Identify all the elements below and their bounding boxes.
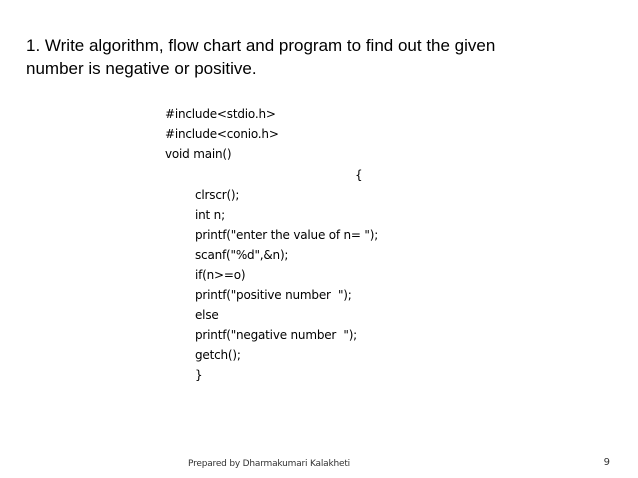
code-line-open-brace: { — [355, 168, 363, 182]
code-line-getch: getch(); — [195, 348, 241, 362]
code-line-if: if(n>=o) — [195, 268, 246, 282]
code-line-void-main: void main() — [165, 147, 232, 161]
footer-credit: Prepared by Dharmakumari Kalakheti — [188, 459, 350, 469]
code-line-printf-enter: printf("enter the value of n= "); — [195, 228, 379, 242]
title-line-1: 1. Write algorithm, flow chart and program to find out the given — [26, 36, 496, 55]
code-line-else: else — [195, 308, 219, 322]
code-line-printf-positive: printf("positive number "); — [195, 288, 352, 302]
page-number: 9 — [603, 457, 610, 468]
code-line-scanf: scanf("%d",&n); — [195, 248, 289, 262]
code-line-include-conio: #include<conio.h> — [165, 127, 279, 141]
code-line-printf-negative: printf("negative number "); — [195, 328, 358, 342]
code-line-close-brace: } — [195, 368, 203, 382]
code-line-clrscr: clrscr(); — [195, 188, 240, 202]
title-line-2: number is negative or positive. — [26, 59, 257, 78]
code-line-include-stdio: #include<stdio.h> — [165, 107, 276, 121]
code-line-int-n: int n; — [195, 208, 225, 222]
